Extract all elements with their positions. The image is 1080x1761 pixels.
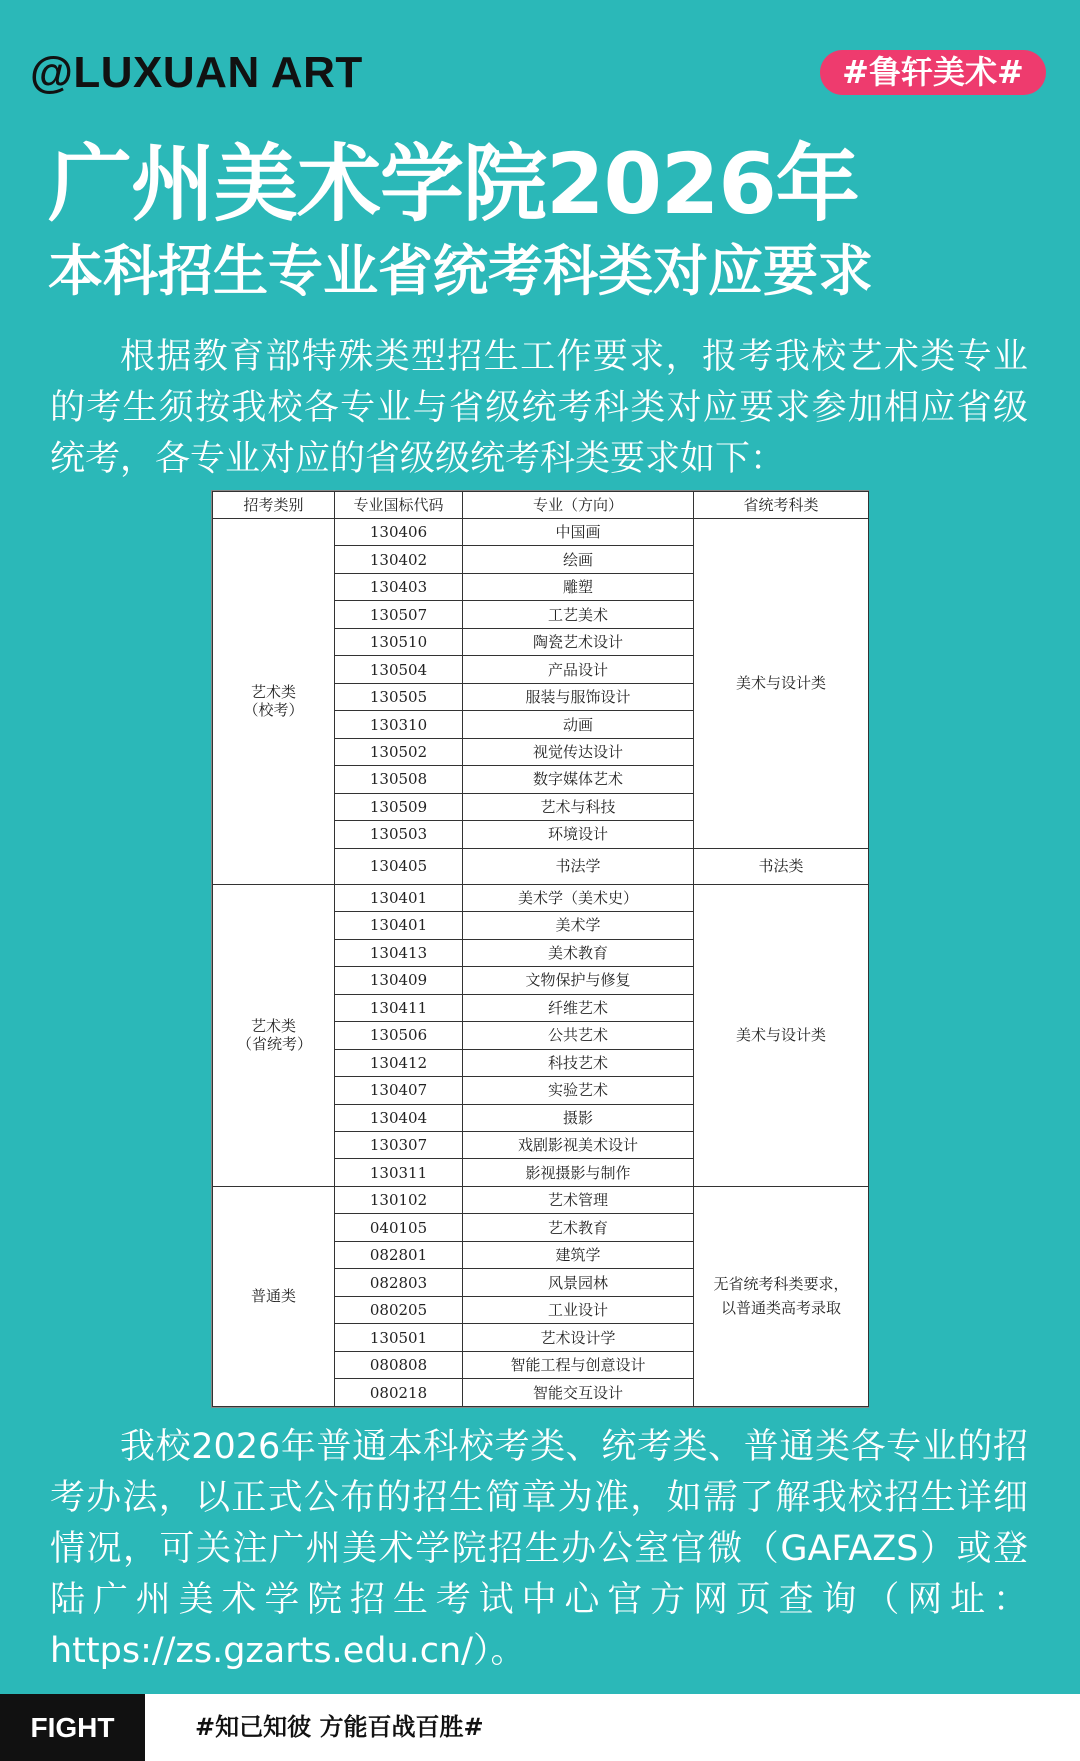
header-exam-type: 省统考科类	[694, 492, 869, 519]
code-cell: 082801	[335, 1241, 463, 1268]
major-cell: 智能工程与创意设计	[463, 1351, 694, 1378]
code-cell: 130404	[335, 1104, 463, 1131]
code-cell: 130409	[335, 967, 463, 994]
major-table-container	[211, 490, 869, 1408]
code-cell: 130411	[335, 994, 463, 1021]
major-cell: 环境设计	[463, 821, 694, 848]
category-cell: 艺术类（校考）	[213, 519, 335, 885]
code-cell: 130401	[335, 884, 463, 911]
major-cell: 陶瓷艺术设计	[463, 628, 694, 655]
table-header-row	[213, 492, 869, 519]
major-cell: 艺术管理	[463, 1186, 694, 1213]
code-cell: 130102	[335, 1186, 463, 1213]
exam-type-cell: 美术与设计类	[694, 884, 869, 1186]
header-major: 专业（方向）	[463, 492, 694, 519]
major-cell: 艺术设计学	[463, 1324, 694, 1351]
table-body	[213, 519, 869, 1407]
table-row	[213, 1186, 869, 1213]
major-cell: 工艺美术	[463, 601, 694, 628]
major-cell: 戏剧影视美术设计	[463, 1132, 694, 1159]
header-code: 专业国标代码	[335, 492, 463, 519]
major-cell: 书法学	[463, 848, 694, 884]
major-cell: 公共艺术	[463, 1022, 694, 1049]
footer-slogan: #知己知彼 方能百战百胜#	[145, 1694, 1080, 1761]
code-cell: 130504	[335, 656, 463, 683]
code-cell: 130311	[335, 1159, 463, 1186]
major-cell: 美术教育	[463, 939, 694, 966]
code-cell: 130413	[335, 939, 463, 966]
table-row	[213, 884, 869, 911]
exam-type-cell: 美术与设计类	[694, 519, 869, 849]
major-cell: 绘画	[463, 546, 694, 573]
major-cell: 产品设计	[463, 656, 694, 683]
code-cell: 130506	[335, 1022, 463, 1049]
code-cell: 130412	[335, 1049, 463, 1076]
brand-name: @LUXUAN ART	[30, 48, 363, 97]
exam-type-cell: 书法类	[694, 848, 869, 884]
code-cell: 130505	[335, 683, 463, 710]
code-cell: 130508	[335, 766, 463, 793]
category-cell: 普通类	[213, 1186, 335, 1406]
code-cell: 040105	[335, 1214, 463, 1241]
code-cell: 130307	[335, 1132, 463, 1159]
code-cell: 130503	[335, 821, 463, 848]
major-cell: 艺术教育	[463, 1214, 694, 1241]
major-cell: 摄影	[463, 1104, 694, 1131]
table-row	[213, 519, 869, 546]
major-table	[212, 491, 869, 1407]
page-subtitle: 本科招生专业省统考科类对应要求	[48, 239, 874, 303]
major-cell: 中国画	[463, 519, 694, 546]
major-cell: 数字媒体艺术	[463, 766, 694, 793]
major-cell: 视觉传达设计	[463, 738, 694, 765]
code-cell: 130509	[335, 793, 463, 820]
code-cell: 130502	[335, 738, 463, 765]
major-cell: 服装与服饰设计	[463, 683, 694, 710]
major-cell: 美术学（美术史）	[463, 884, 694, 911]
major-cell: 雕塑	[463, 573, 694, 600]
major-cell: 工业设计	[463, 1296, 694, 1323]
code-cell: 080808	[335, 1351, 463, 1378]
footer-fight-label: FIGHT	[0, 1694, 145, 1761]
code-cell: 130507	[335, 601, 463, 628]
major-cell: 艺术与科技	[463, 793, 694, 820]
major-cell: 建筑学	[463, 1241, 694, 1268]
code-cell: 130402	[335, 546, 463, 573]
code-cell: 130501	[335, 1324, 463, 1351]
major-cell: 风景园林	[463, 1269, 694, 1296]
major-cell: 智能交互设计	[463, 1379, 694, 1407]
code-cell: 080218	[335, 1379, 463, 1407]
code-cell: 080205	[335, 1296, 463, 1323]
code-cell: 130310	[335, 711, 463, 738]
hashtag-badge: #鲁轩美术#	[820, 50, 1046, 95]
code-cell: 130405	[335, 848, 463, 884]
major-cell: 影视摄影与制作	[463, 1159, 694, 1186]
major-cell: 美术学	[463, 912, 694, 939]
code-cell: 130406	[335, 519, 463, 546]
major-cell: 实验艺术	[463, 1077, 694, 1104]
code-cell: 130407	[335, 1077, 463, 1104]
code-cell: 130510	[335, 628, 463, 655]
exam-type-cell: 无省统考科类要求，以普通类高考录取	[694, 1186, 869, 1406]
intro-paragraph: 根据教育部特殊类型招生工作要求，报考我校艺术类专业的考生须按我校各专业与省级统考科类对应要求参加相应省级统考，各专业对应的省级级统考科类要求如下：	[50, 337, 1028, 479]
header-category: 招考类别	[213, 492, 335, 519]
major-cell: 动画	[463, 711, 694, 738]
major-cell: 纤维艺术	[463, 994, 694, 1021]
page-title: 广州美术学院2026年	[48, 135, 859, 233]
major-cell: 科技艺术	[463, 1049, 694, 1076]
code-cell: 082803	[335, 1269, 463, 1296]
category-cell: 艺术类（省统考）	[213, 884, 335, 1186]
code-cell: 130401	[335, 912, 463, 939]
closing-paragraph: 我校2026年普通本科校考类、统考类、普通类各专业的招考办法，以正式公布的招生简章为准，如需了解我校招生详细情况，可关注广州美术学院招生办公室官微（GAFAZS）或登陆广州美术学院招生考试中心官方网页查询（网址：https://zs.gzarts.edu.cn/）。	[50, 1427, 1028, 1671]
major-cell: 文物保护与修复	[463, 967, 694, 994]
code-cell: 130403	[335, 573, 463, 600]
